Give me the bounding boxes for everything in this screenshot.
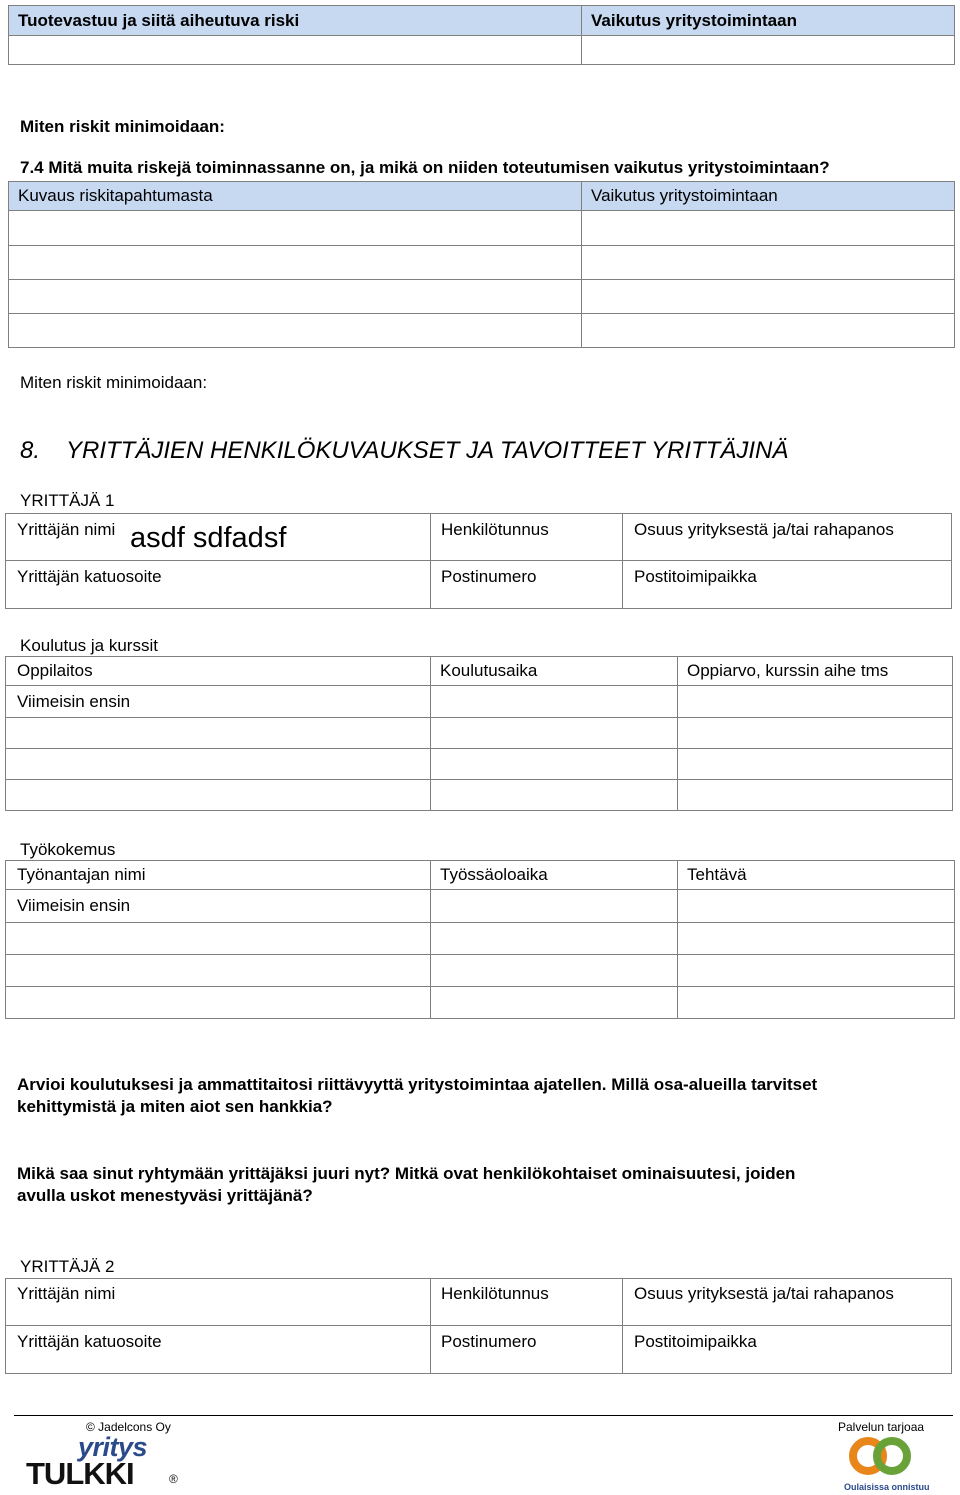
education-col3-header: Oppiarvo, kurssin aihe tms: [678, 657, 953, 686]
work-col1-header: Työnantajan nimi: [6, 861, 431, 890]
risk-table-2-col1-header: Kuvaus riskitapahtumasta: [9, 182, 582, 211]
entrepreneur-1-ssn-label: Henkilötunnus: [441, 520, 549, 539]
risk-table-2-col2-header: Vaikutus yritystoimintaan: [582, 182, 955, 211]
assess-question-line-2: kehittymistä ja miten aiot sen hankkia?: [17, 1097, 333, 1116]
education-table: [5, 656, 953, 811]
education-col2-header: Koulutusaika: [431, 657, 678, 686]
work-cell[interactable]: [431, 923, 678, 955]
education-cell[interactable]: [431, 686, 678, 718]
entrepreneur-2-postcode-label: Postinumero: [441, 1332, 537, 1351]
assess-question-line-1: Arvioi koulutuksesi ja ammattitaitosi riittävyyttä yritystoimintaa ajatellen. Millä osa-alueilla tarvitset: [17, 1075, 818, 1094]
work-cell[interactable]: [6, 923, 431, 955]
motive-question-line-2: avulla uskot menestyväsi yrittäjänä?: [17, 1186, 313, 1205]
entrepreneur-2-ssn-label: Henkilötunnus: [441, 1284, 549, 1303]
oulainen-logo: [840, 1434, 932, 1494]
risk-table-1-col1-header: Tuotevastuu ja siitä aiheutuva riski: [9, 6, 582, 36]
minimize-label-2: Miten riskit minimoidaan:: [20, 373, 208, 392]
risk-table-2-cell[interactable]: [9, 211, 582, 246]
oulainen-logo-icon: [840, 1434, 932, 1482]
education-cell[interactable]: [431, 749, 678, 780]
entrepreneur-2-heading: YRITTÄJÄ 2: [20, 1257, 115, 1276]
entrepreneur-1-address-label: Yrittäjän katuosoite: [17, 567, 162, 586]
entrepreneur-1-postcode-label: Postinumero: [441, 567, 537, 586]
entrepreneur-2-name-label: Yrittäjän nimi: [17, 1284, 116, 1303]
work-col3-header: Tehtävä: [678, 861, 955, 890]
risk-table-2-cell[interactable]: [9, 246, 582, 280]
work-cell[interactable]: [678, 890, 955, 923]
entrepreneur-1-heading: YRITTÄJÄ 1: [20, 491, 115, 510]
education-col1-header: Oppilaitos: [6, 657, 431, 686]
education-cell[interactable]: [431, 718, 678, 749]
risk-table-2-cell[interactable]: [582, 314, 955, 348]
logo-registered: ®: [169, 1472, 178, 1486]
logo-bottom-word: TULKKI: [26, 1456, 134, 1491]
risk-table-2-cell[interactable]: [582, 280, 955, 314]
work-cell[interactable]: [6, 987, 431, 1019]
risk-table-2-cell[interactable]: [9, 314, 582, 348]
entrepreneur-2-share-label: Osuus yrityksestä ja/tai rahapanos: [634, 1284, 894, 1303]
education-cell[interactable]: [678, 780, 953, 811]
logo-top-word: yritys: [78, 1432, 148, 1462]
risk-table-2-cell[interactable]: [582, 246, 955, 280]
entrepreneur-2-city-label: Postitoimipaikka: [634, 1332, 757, 1351]
education-cell[interactable]: [678, 686, 953, 718]
risk-table-1-cell[interactable]: [582, 36, 955, 65]
risk-table-2: [8, 181, 955, 348]
risk-table-2-cell[interactable]: [582, 211, 955, 246]
footer-rule: [14, 1415, 953, 1416]
work-cell[interactable]: [678, 955, 955, 987]
footer-offered-by: Palvelun tarjoaa: [838, 1420, 925, 1434]
question-7-4: 7.4 Mitä muita riskejä toiminnassanne on, ja mikä on niiden toteutumisen vaikutus yritystoimintaan?: [20, 158, 830, 177]
motive-question-line-1: Mikä saa sinut ryhtymään yrittäjäksi juuri nyt? Mitkä ovat henkilökohtaiset ominaisuutesi, joiden: [17, 1164, 796, 1183]
education-cell[interactable]: [6, 749, 431, 780]
entrepreneur-1-name-value[interactable]: asdf sdfadsf: [130, 522, 287, 554]
work-cell[interactable]: [6, 955, 431, 987]
education-cell[interactable]: [6, 718, 431, 749]
work-col2-header: Työssäoloaika: [431, 861, 678, 890]
work-cell[interactable]: [431, 890, 678, 923]
education-heading: Koulutus ja kurssit: [20, 636, 158, 655]
education-cell[interactable]: [431, 780, 678, 811]
work-cell[interactable]: [678, 987, 955, 1019]
minimize-label-1: Miten riskit minimoidaan:: [20, 117, 225, 136]
education-cell[interactable]: [678, 718, 953, 749]
footer-copyright: © Jadelcons Oy: [86, 1420, 171, 1434]
work-cell[interactable]: [678, 923, 955, 955]
section-8-number: 8.: [20, 437, 41, 464]
section-8-title: YRITTÄJIEN HENKILÖKUVAUKSET JA TAVOITTEET YRITTÄJINÄ: [66, 437, 789, 464]
entrepreneur-1-city-label: Postitoimipaikka: [634, 567, 757, 586]
yritystulkki-logo: [26, 1432, 196, 1492]
work-heading: Työkokemus: [20, 840, 116, 859]
education-first-row-hint[interactable]: Viimeisin ensin: [6, 686, 431, 718]
risk-table-1-cell[interactable]: [9, 36, 582, 65]
entrepreneur-1-name-label: Yrittäjän nimi: [17, 520, 116, 539]
entrepreneur-1-share-label: Osuus yrityksestä ja/tai rahapanos: [634, 520, 894, 539]
entrepreneur-2-address-label: Yrittäjän katuosoite: [17, 1332, 162, 1351]
oulainen-logo-text: Oulaisissa onnistuu: [844, 1482, 930, 1492]
education-cell[interactable]: [6, 780, 431, 811]
work-table: [5, 860, 955, 1019]
work-cell[interactable]: [431, 987, 678, 1019]
risk-table-1: [8, 5, 955, 65]
work-first-row-hint[interactable]: Viimeisin ensin: [6, 890, 431, 923]
work-cell[interactable]: [431, 955, 678, 987]
risk-table-1-col2-header: Vaikutus yritystoimintaan: [582, 6, 955, 36]
risk-table-2-cell[interactable]: [9, 280, 582, 314]
education-cell[interactable]: [678, 749, 953, 780]
